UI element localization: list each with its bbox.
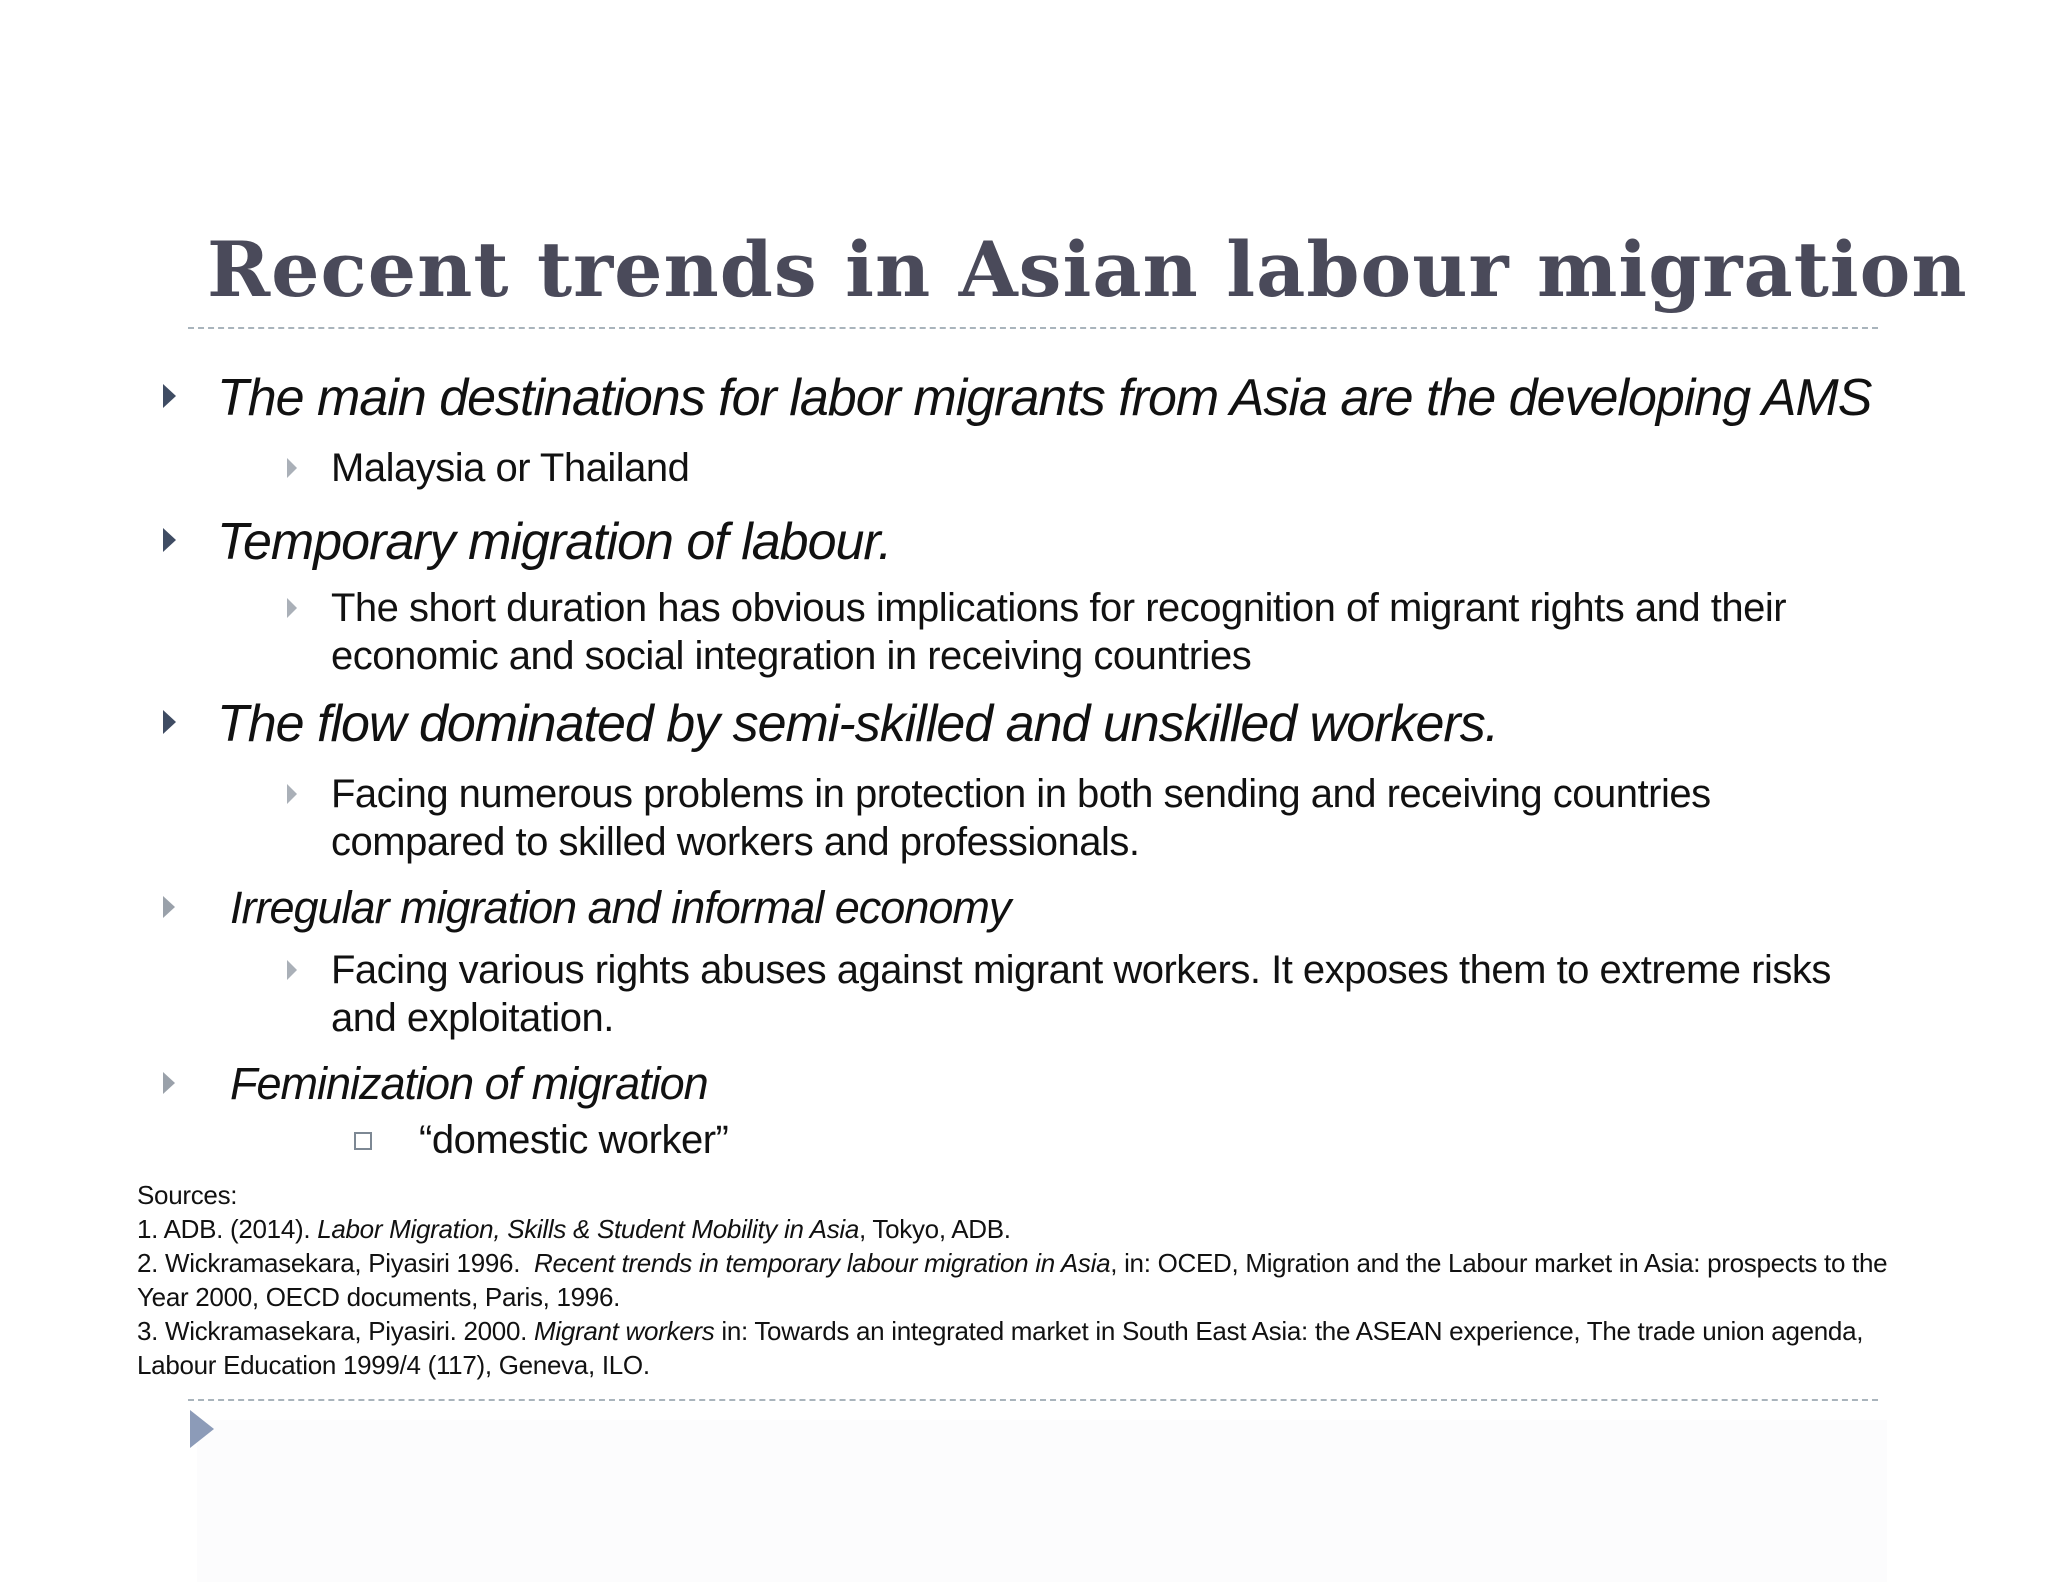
sub-bullet-text: Malaysia or Thailand (331, 446, 690, 490)
source-3-suffix: in: Towards an integrated market in South East Asia: the ASEAN experience, The trade union agenda, (714, 1316, 1864, 1346)
sources-heading: Sources: (137, 1180, 238, 1210)
sub-bullet-triangle-icon (287, 598, 297, 618)
source-3-line-2: Labour Education 1999/4 (117), Geneva, ILO. (137, 1350, 650, 1380)
bullet-text: The flow dominated by semi-skilled and unskilled workers. (217, 695, 1499, 753)
title-divider (188, 327, 1878, 329)
sub-bullet-text-line: Facing numerous problems in protection in both sending and receiving countries (331, 772, 1711, 816)
sub-bullet-triangle-icon (287, 784, 297, 804)
square-bullet-icon (354, 1132, 372, 1150)
sub-bullet-text: “domestic worker” (419, 1118, 729, 1162)
source-2-line-2: Year 2000, OECD documents, Paris, 1996. (137, 1282, 621, 1312)
sub-bullet-domestic-worker (354, 1116, 728, 1164)
bullet-feminization (163, 1058, 708, 1110)
bullet-text: The main destinations for labor migrants from Asia are the developing AMS (217, 369, 1872, 427)
source-1-prefix: 1. ADB. (2014). (137, 1214, 318, 1244)
bullet-text: Temporary migration of labour. (217, 513, 892, 571)
sub-bullet-triangle-icon (287, 458, 297, 478)
sub-bullet-text-line: The short duration has obvious implications for recognition of migrant rights and their (331, 586, 1787, 630)
bullet-triangle-icon (163, 384, 176, 408)
bullet-triangle-icon (163, 710, 176, 734)
bullet-main-destinations (163, 368, 1871, 428)
sub-bullet-text-line: compared to skilled workers and professionals. (331, 820, 1140, 864)
sources-block (137, 1178, 1937, 1382)
source-2-title: Recent trends in temporary labour migration in Asia (533, 1248, 1111, 1278)
source-3 (137, 1314, 1937, 1348)
bullet-triangle-icon (163, 896, 175, 918)
sub-bullet-text-line: and exploitation. (331, 996, 614, 1040)
sub-bullet-text-line: economic and social integration in receiving countries (331, 634, 1252, 678)
source-1-title: Labor Migration, Skills & Student Mobility in Asia (317, 1214, 860, 1244)
bullet-temporary-migration (163, 512, 891, 572)
source-1 (137, 1212, 1937, 1246)
source-1-suffix: , Tokyo, ADB. (859, 1214, 1011, 1244)
source-2-suffix: , in: OCED, Migration and the Labour market in Asia: prospects to the (1110, 1248, 1888, 1278)
source-3-prefix: 3. Wickramasekara, Piyasiri. 2000. (137, 1316, 534, 1346)
bullet-text: Feminization of migration (230, 1058, 708, 1109)
slide-title: Recent trends in Asian labour migration (207, 225, 1968, 314)
sub-bullet-facing-problems (287, 770, 1711, 866)
bullet-text: Irregular migration and informal economy (230, 882, 1011, 933)
sub-bullet-rights-abuses (287, 946, 1831, 1042)
footer-area (197, 1420, 1887, 1582)
sub-bullet-malaysia (287, 444, 689, 492)
bullet-triangle-icon (163, 1072, 175, 1094)
sub-bullet-triangle-icon (287, 960, 297, 980)
source-2-prefix: 2. Wickramasekara, Piyasiri 1996. (137, 1248, 534, 1278)
next-slide-arrow-icon[interactable] (190, 1410, 214, 1448)
bullet-irregular-migration (163, 882, 1010, 934)
footer-divider (188, 1399, 1878, 1401)
sub-bullet-short-duration (287, 584, 1786, 680)
source-2 (137, 1246, 1937, 1280)
bullet-flow-dominated (163, 694, 1498, 754)
bullet-triangle-icon (163, 528, 176, 552)
sub-bullet-text-line: Facing various rights abuses against migrant workers. It exposes them to extreme risks (331, 948, 1831, 992)
source-3-title: Migrant workers (533, 1316, 715, 1346)
